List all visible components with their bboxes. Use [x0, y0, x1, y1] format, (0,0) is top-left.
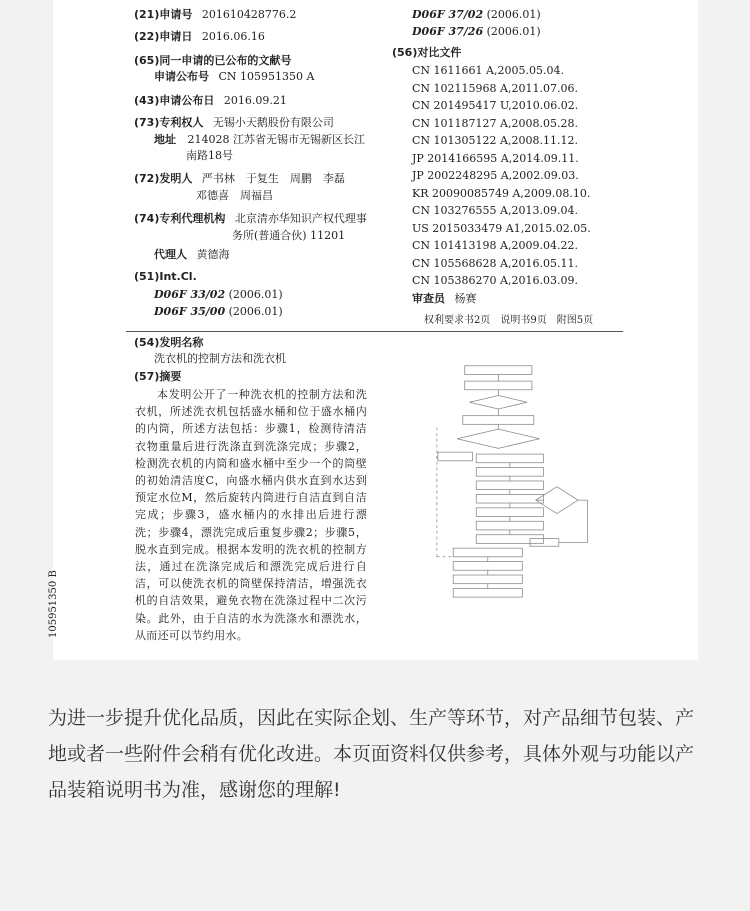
cited-document: CN 101187127 A,2008.05.28. [412, 116, 578, 130]
patent-side-number: 105951350 B [48, 570, 59, 638]
int-cl-heading: (51)Int.Cl. [134, 270, 197, 283]
cited-document: US 2015033479 A1,2015.02.05. [412, 221, 591, 235]
application-number-row: (21)申请号 201610428776.2 [134, 8, 297, 21]
agency-row-cont: 务所(普通合伙) 11201 [232, 229, 346, 242]
page-count-row: 权利要求书2页 说明书9页 附图5页 [424, 315, 594, 326]
ipc-row-2: D06F 35/00 (2006.01) [154, 305, 283, 318]
ipc-row-1: D06F 33/02 (2006.01) [154, 288, 283, 301]
ipc-row-3: D06F 37/02 (2006.01) [412, 8, 541, 21]
abstract-text: 本发明公开了一种洗衣机的控制方法和洗衣机，所述洗衣机包括盛水桶和位于盛水桶内的内筒，所述方法包括：步骤1，检测待清洁衣物重量后进行洗涤直到洗涤完成；步骤2，检测洗衣机的内筒和盛水桶中至少一个的筒壁的初始清洁度C，向盛水桶内供水直到水达到预定水位M，然后旋转内筒进行自洁直到自洁完成；步骤3，盛水桶内的水排出后进行漂洗；步骤4，漂洗完成后重复步骤2；步骤5，脱水直到完成。根据本发明的洗衣机的控制方法，通过在洗涤完成后和漂洗完成后进行自洁，可以使洗衣机的筒壁保持清洁，增强洗衣机的自洁效果，避免衣物在洗涤过程中二次污染。此外，由于自洁的水为洗涤水和漂洗水，从而还可以节约用水。 [135, 388, 367, 642]
cited-document: CN 105386270 A,2016.03.09. [412, 274, 578, 287]
address-row-cont: 南路18号 [186, 149, 233, 162]
cited-document: CN 105568628 A,2016.05.11. [412, 256, 578, 270]
divider-line [126, 331, 623, 332]
patentee-row: (73)专利权人 无锡小天鹅股份有限公司 [134, 116, 334, 129]
application-date-row: (22)申请日 2016.06.16 [134, 30, 265, 43]
ipc-row-4: D06F 37/26 (2006.01) [412, 25, 541, 38]
agent-row: 代理人 黄德海 [154, 248, 230, 261]
address-row: 地址 214028 江苏省无锡市无锡新区长江 [154, 133, 365, 146]
flowchart-figure [430, 360, 630, 600]
cited-document: CN 201495417 U,2010.06.02. [412, 99, 579, 112]
agency-row: (74)专利代理机构 北京清亦华知识产权代理事 [134, 212, 367, 225]
cited-document: CN 1611661 A,2005.05.04. [412, 64, 564, 77]
cited-documents-heading: (56)对比文件 [392, 46, 462, 59]
publication-number-row: 申请公布号 CN 105951350 A [154, 70, 315, 83]
cited-document: CN 102115968 A,2011.07.06. [412, 81, 578, 95]
product-notice: 为进一步提升优化品质，因此在实际企划、生产等环节，对产品细节包装、产地或者一些附件会稍有优化改进。本页面资料仅供参考，具体外观与功能以产品装箱说明书为准，感谢您的理解! [48, 707, 695, 801]
cited-document: CN 101413198 A,2009.04.22. [412, 239, 578, 252]
inventors-row: (72)发明人 严书林 于复生 周鹏 李磊 [134, 172, 345, 185]
cited-document: JP 2002248295 A,2002.09.03. [412, 169, 579, 182]
cited-document: JP 2014166595 A,2014.09.11. [412, 151, 579, 165]
invention-title: 洗衣机的控制方法和洗衣机 [154, 352, 286, 365]
cited-document: KR 20090085749 A,2009.08.10. [412, 186, 591, 200]
cited-document: CN 103276555 A,2013.09.04. [412, 204, 578, 217]
abstract-heading: (57)摘要 [134, 370, 182, 383]
cited-document: CN 101305122 A,2008.11.12. [412, 134, 578, 147]
inventors-row-cont: 邓德喜 周福昌 [196, 189, 273, 202]
invention-title-heading: (54)发明名称 [134, 336, 204, 349]
same-application-heading: (65)同一申请的已公布的文献号 [134, 54, 292, 67]
examiner-row: 审查员 杨赛 [412, 292, 477, 305]
publication-date-row: (43)申请公布日 2016.09.21 [134, 94, 287, 107]
